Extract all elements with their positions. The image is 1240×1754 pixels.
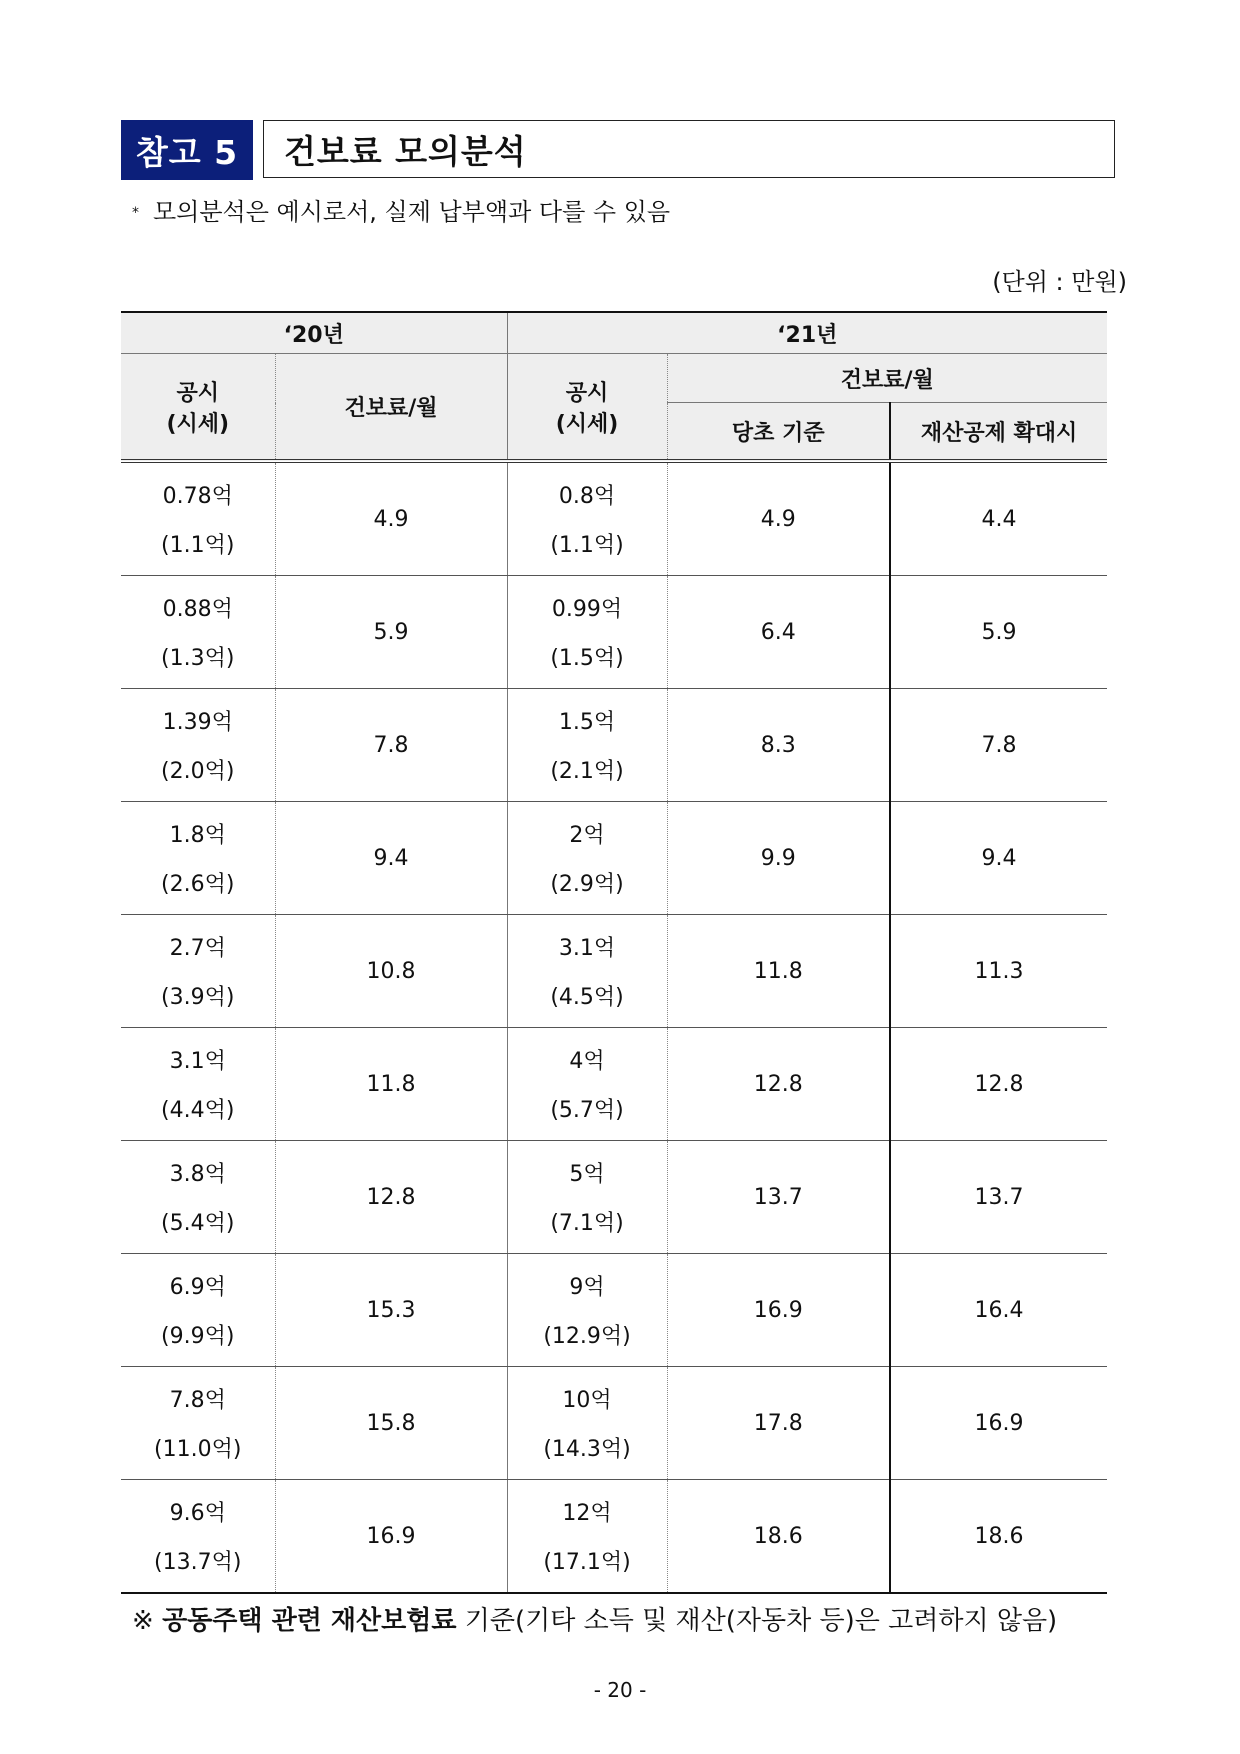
header-price-line2: (시세): [555, 411, 619, 437]
header-row-columns: [121, 354, 1107, 403]
header-price-2020: [121, 354, 275, 462]
market-price-2021: (7.1억): [550, 1211, 624, 1236]
premium-2021-original: 4.9: [667, 461, 890, 576]
market-price-2021: (5.7억): [550, 1098, 624, 1123]
premium-2021-expanded: 4.4: [890, 461, 1107, 576]
header-price-line1: 공시: [176, 380, 219, 406]
price-2021-cell: [507, 689, 667, 802]
price-2020-cell: [121, 802, 275, 915]
price-2020-cell: [121, 689, 275, 802]
official-price-2021: 0.8억: [558, 484, 616, 509]
market-price-2021: (17.1억): [543, 1550, 631, 1575]
price-2020-cell: [121, 1480, 275, 1594]
official-price-2021: 0.99억: [551, 597, 623, 622]
price-2021-cell: [507, 915, 667, 1028]
footnote: [132, 1600, 1057, 1637]
premium-2021-expanded: 13.7: [890, 1141, 1107, 1254]
page-number: - 20 -: [593, 1678, 647, 1702]
official-price-2020: 0.78억: [162, 484, 233, 509]
table-row: [121, 1254, 1107, 1367]
unit-label: (단위 : 만원): [992, 268, 1127, 296]
price-2021-cell: [507, 1141, 667, 1254]
price-2020-cell: [121, 1254, 275, 1367]
price-2021-cell: [507, 1028, 667, 1141]
premium-2020: 12.8: [275, 1141, 507, 1254]
market-price-2020: (4.4억): [161, 1098, 235, 1123]
header-premium-2021: 건보료/월: [667, 354, 1107, 403]
table-row: [121, 802, 1107, 915]
market-price-2020: (2.6억): [161, 872, 235, 897]
premium-2021-original: 9.9: [667, 802, 890, 915]
official-price-2021: 1.5억: [558, 710, 616, 735]
price-2020-cell: [121, 461, 275, 576]
official-price-2021: 2억: [569, 823, 605, 848]
premium-2021-original: 11.8: [667, 915, 890, 1028]
price-2021-cell: [507, 576, 667, 689]
reference-badge: 참고 5: [121, 120, 253, 180]
header-2021: ‘21년: [507, 312, 1107, 354]
table-row: [121, 461, 1107, 576]
premium-2020: 11.8: [275, 1028, 507, 1141]
official-price-2020: 3.8억: [169, 1162, 226, 1187]
premium-2021-original: 18.6: [667, 1480, 890, 1594]
premium-2020: 15.3: [275, 1254, 507, 1367]
price-2020-cell: [121, 915, 275, 1028]
premium-2021-expanded: 18.6: [890, 1480, 1107, 1594]
premium-2021-original: 17.8: [667, 1367, 890, 1480]
note-marker: *: [132, 205, 139, 221]
table-row: [121, 1141, 1107, 1254]
premium-2021-expanded: 9.4: [890, 802, 1107, 915]
top-note: [132, 192, 670, 227]
official-price-2021: 3.1억: [558, 936, 616, 961]
price-2021-cell: [507, 1480, 667, 1594]
price-2021-cell: [507, 1254, 667, 1367]
section-header: [121, 120, 1117, 180]
premium-2020: 7.8: [275, 689, 507, 802]
market-price-2020: (1.3억): [161, 646, 235, 671]
market-price-2020: (11.0억): [154, 1437, 242, 1462]
premium-2021-original: 8.3: [667, 689, 890, 802]
price-2020-cell: [121, 1367, 275, 1480]
market-price-2021: (4.5억): [550, 985, 624, 1010]
premium-2020: 16.9: [275, 1480, 507, 1594]
header-expanded-deduction: 재산공제 확대시: [890, 403, 1107, 462]
price-2020-cell: [121, 1141, 275, 1254]
premium-2021-original: 13.7: [667, 1141, 890, 1254]
header-price-line2: (시세): [166, 411, 230, 437]
market-price-2020: (5.4억): [161, 1211, 235, 1236]
premium-simulation-table: [121, 311, 1107, 1594]
official-price-2020: 7.8억: [169, 1388, 226, 1413]
premium-2021-original: 6.4: [667, 576, 890, 689]
premium-2021-expanded: 16.9: [890, 1367, 1107, 1480]
table-row: [121, 689, 1107, 802]
official-price-2021: 12억: [562, 1501, 612, 1526]
price-2020-cell: [121, 576, 275, 689]
official-price-2021: 9억: [569, 1275, 605, 1300]
market-price-2021: (1.5억): [550, 646, 624, 671]
price-2021-cell: [507, 802, 667, 915]
premium-2020: 10.8: [275, 915, 507, 1028]
official-price-2020: 1.8억: [169, 823, 226, 848]
table-row: [121, 915, 1107, 1028]
market-price-2020: (9.9억): [161, 1324, 235, 1349]
market-price-2021: (1.1억): [550, 533, 624, 558]
market-price-2021: (2.9억): [550, 872, 624, 897]
header-original-basis: 당초 기준: [667, 403, 890, 462]
price-2021-cell: [507, 461, 667, 576]
header-premium-2020: 건보료/월: [275, 354, 507, 462]
footnote-marker: ※: [132, 1606, 154, 1636]
market-price-2020: (1.1억): [161, 533, 235, 558]
premium-2020: 4.9: [275, 461, 507, 576]
market-price-2020: (3.9억): [161, 985, 235, 1010]
market-price-2021: (12.9억): [543, 1324, 631, 1349]
premium-2020: 9.4: [275, 802, 507, 915]
price-2021-cell: [507, 1367, 667, 1480]
note-text: 모의분석은 예시로서, 실제 납부액과 다를 수 있음: [153, 198, 671, 226]
official-price-2021: 10억: [562, 1388, 612, 1413]
official-price-2020: 9.6억: [169, 1501, 226, 1526]
market-price-2021: (14.3억): [543, 1437, 631, 1462]
premium-2021-expanded: 12.8: [890, 1028, 1107, 1141]
official-price-2020: 6.9억: [169, 1275, 226, 1300]
premium-2021-expanded: 5.9: [890, 576, 1107, 689]
official-price-2020: 0.88억: [162, 597, 233, 622]
header-price-line1: 공시: [565, 380, 609, 406]
market-price-2021: (2.1억): [550, 759, 624, 784]
premium-2021-expanded: 7.8: [890, 689, 1107, 802]
header-price-2021: [507, 354, 667, 462]
table-row: [121, 1028, 1107, 1141]
market-price-2020: (13.7억): [154, 1550, 242, 1575]
footnote-bold: 공동주택 관련 재산보험료: [162, 1606, 457, 1636]
header-2020: ‘20년: [121, 312, 507, 354]
premium-2020: 15.8: [275, 1367, 507, 1480]
official-price-2021: 4억: [569, 1049, 605, 1074]
market-price-2020: (2.0억): [161, 759, 235, 784]
table-row: [121, 1480, 1107, 1594]
footnote-rest: 기준(기타 소득 및 재산(자동차 등)은 고려하지 않음): [464, 1606, 1058, 1636]
premium-2021-original: 16.9: [667, 1254, 890, 1367]
table-row: [121, 576, 1107, 689]
premium-2021-expanded: 16.4: [890, 1254, 1107, 1367]
official-price-2021: 5억: [569, 1162, 605, 1187]
premium-2021-expanded: 11.3: [890, 915, 1107, 1028]
price-2020-cell: [121, 1028, 275, 1141]
official-price-2020: 2.7억: [169, 936, 226, 961]
page-title: 건보료 모의분석: [263, 120, 1115, 178]
official-price-2020: 3.1억: [169, 1049, 226, 1074]
official-price-2020: 1.39억: [162, 710, 233, 735]
premium-2021-original: 12.8: [667, 1028, 890, 1141]
header-row-years: [121, 312, 1107, 354]
table-row: [121, 1367, 1107, 1480]
premium-2020: 5.9: [275, 576, 507, 689]
